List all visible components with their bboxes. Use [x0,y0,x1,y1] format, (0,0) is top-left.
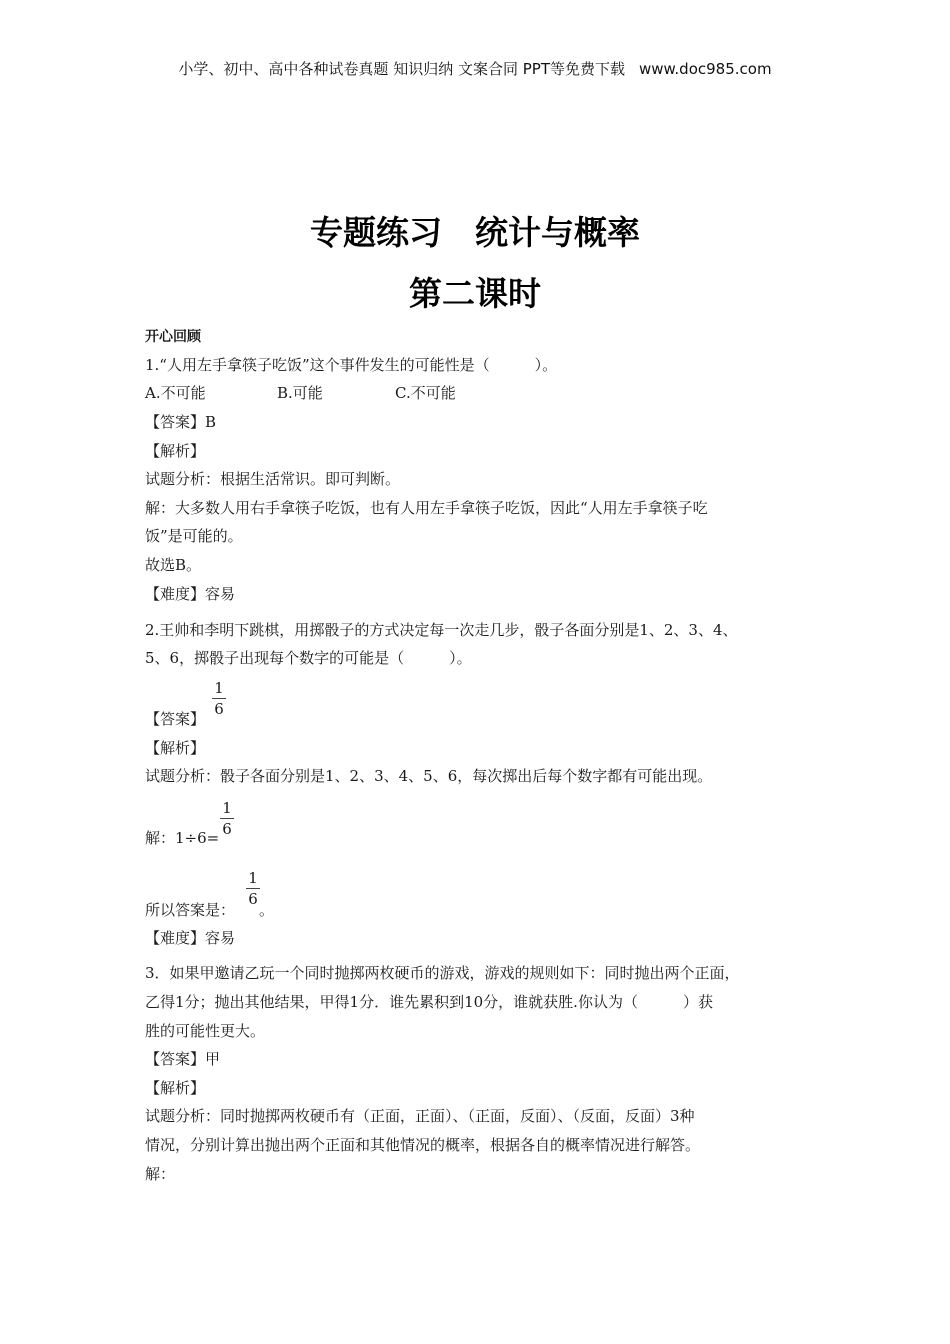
q2-so-suffix: 。 [259,901,275,919]
q1-conclusion: 故选B。 [145,556,202,574]
q2-so-fraction [246,870,260,907]
q1-solution-line2: 饭”是可能的。 [145,527,243,545]
q1-answer: 【答案】B [145,413,217,431]
fraction-denominator: 6 [248,890,258,908]
q2-analysis: 试题分析：骰子各面分别是1、2、3、4、5、6，每次掷出后每个数字都有可能出现。 [145,767,713,785]
q2-answer-fraction [212,680,226,717]
fraction-numerator: 1 [214,679,224,697]
document-title: 专题练习 统计与概率 [310,213,640,252]
document-subtitle: 第二课时 [409,274,541,313]
q1-analysis: 试题分析：根据生活常识。即可判断。 [145,470,401,488]
q3-analysis-line2: 情况，分别计算出抛出两个正面和其他情况的概率，根据各自的概率情况进行解答。 [145,1136,701,1154]
q2-question-line1: 2.王帅和李明下跳棋，用掷骰子的方式决定每一次走几步，骰子各面分别是1、2、3、4、 [145,621,738,639]
fraction-numerator: 1 [222,799,232,817]
section-heading: 开心回顾 [145,329,201,345]
q1-solution-line1: 解：大多数人用右手拿筷子吃饭，也有人用左手拿筷子吃饭，因此“人用左手拿筷子吃 [145,499,708,517]
header-text: 小学、初中、高中各种试卷真题 知识归纳 文案合同 PPT等免费下载 [178,60,625,78]
q3-solution: 解： [145,1165,176,1183]
page-header [0,58,950,79]
q1-option-b: B.可能 [277,384,323,402]
fraction-numerator: 1 [248,869,258,887]
q2-so-prefix: 所以答案是： [145,901,236,919]
q1-analysis-label: 【解析】 [145,442,206,460]
q3-analysis-line1: 试题分析：同时抛掷两枚硬币有（正面，正面）、（正面，反面）、（反面，反面）3种 [145,1107,695,1125]
q3-question-line3: 胜的可能性更大。 [145,1022,266,1040]
q3-analysis-label: 【解析】 [145,1079,206,1097]
q2-difficulty: 【难度】容易 [145,929,236,947]
fraction-bar [220,818,234,819]
q3-question-line2: 乙得1分；抛出其他结果，甲得1分．谁先累积到10分，谁就获胜.你认为（ ）获 [145,993,713,1011]
q2-question-line2: 5、6，掷骰子出现每个数字的可能是（ ）。 [145,649,472,667]
fraction-bar [212,698,226,699]
q2-analysis-label: 【解析】 [145,739,206,757]
q3-question-line1: 3．如果甲邀请乙玩一个同时抛掷两枚硬币的游戏，游戏的规则如下：同时抛出两个正面， [145,964,740,982]
q1-option-c: C.不可能 [395,384,456,402]
fraction-denominator: 6 [222,820,232,838]
q1-options [145,383,456,403]
q2-solution: 解：1÷6= [145,829,220,847]
q1-option-a: A.不可能 [145,384,206,402]
fraction-bar [246,888,260,889]
q1-question: 1.“人用左手拿筷子吃饭”这个事件发生的可能性是（ ）。 [145,356,558,374]
fraction-denominator: 6 [214,700,224,718]
q3-answer: 【答案】甲 [145,1050,221,1068]
q2-answer-label: 【答案】 [145,710,206,728]
q2-solution-fraction [220,800,234,837]
q1-difficulty: 【难度】容易 [145,585,236,603]
header-url[interactable]: www.doc985.com [638,60,772,78]
